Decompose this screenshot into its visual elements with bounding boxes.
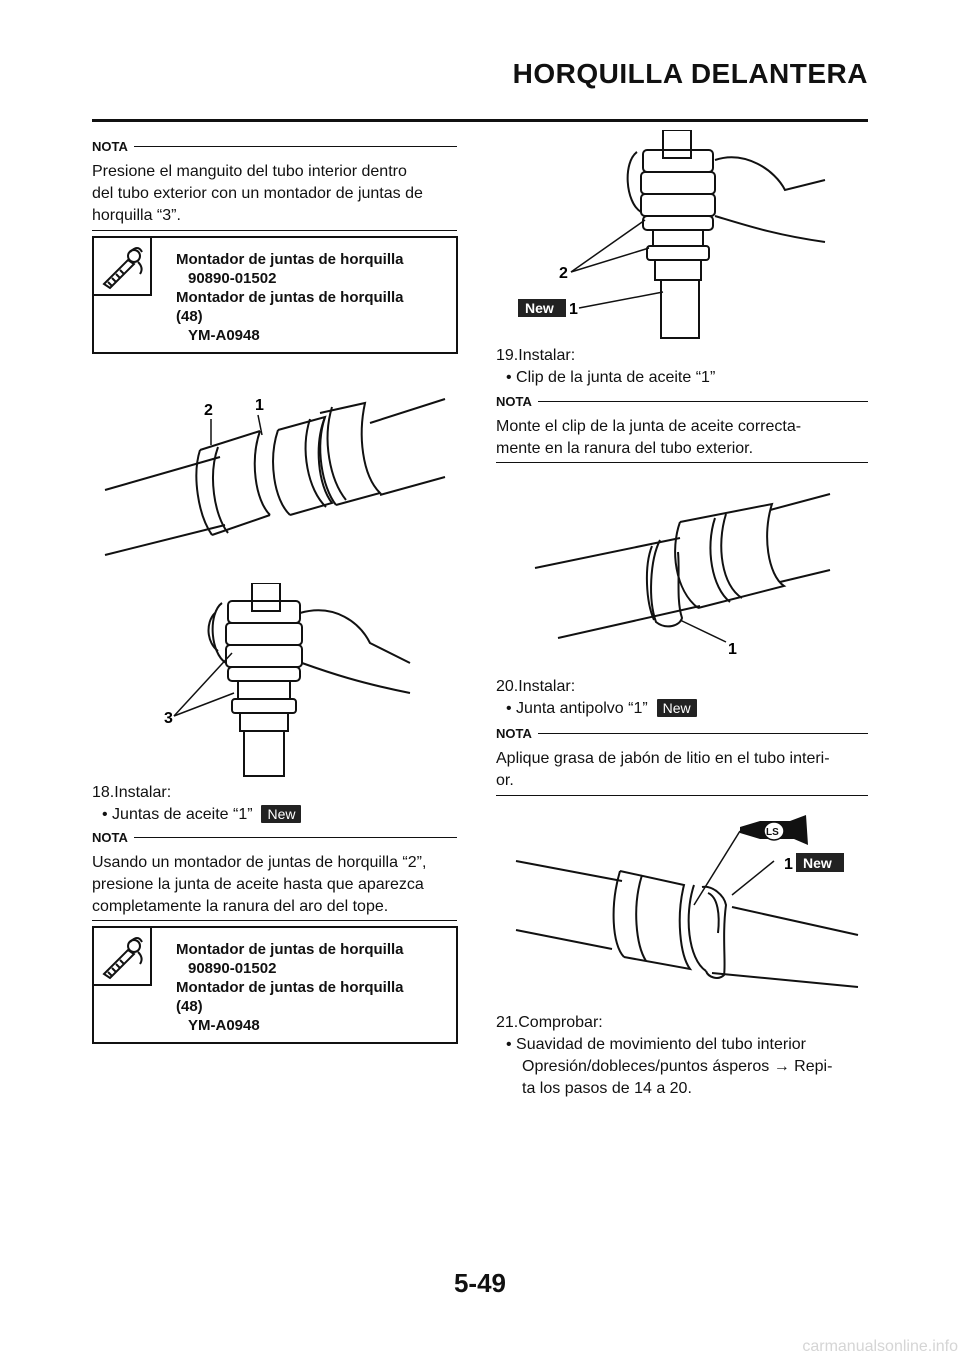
figure-oil-seal-on-tube (100, 385, 450, 575)
grease-tube-icon (740, 815, 808, 845)
special-tools-box (92, 926, 458, 1044)
page-title: HORQUILLA DELANTERA (512, 58, 868, 89)
new-part-badge: New (657, 699, 697, 717)
callout-1: 1 (569, 301, 578, 318)
page-number: 5-49 (453, 1268, 507, 1298)
tool-list: Montador de juntas de horquilla 90890-01502 Montador de juntas de horquilla (48) YM-A0948 (176, 941, 404, 1034)
fork-seal-driver-icon (94, 928, 150, 984)
special-tools-box (92, 236, 458, 354)
fork-seal-driver-icon (94, 238, 150, 294)
callout-2: 2 (559, 265, 568, 282)
figure-fork-seal-driver-hand (160, 583, 420, 778)
nota-heading: NOTA (92, 138, 457, 154)
nota-heading: NOTA (496, 393, 868, 409)
nota-heading: NOTA (496, 725, 868, 741)
nota-text: Monte el clip de la junta de aceite correcta- mente en la ranura del tubo exterior. (496, 418, 802, 457)
figure-driver-with-seal (515, 130, 835, 340)
tool-icon-cell (94, 238, 152, 296)
watermark: carmanualsonline.info (802, 1338, 958, 1355)
new-badge-text: New (803, 855, 832, 871)
callout-1: 1 (255, 397, 264, 414)
step-21: 21.Comprobar: • Suavidad de movimiento del tubo interior Opresión/dobleces/puntos ásperos → Repi- ta los pasos de 14 a 20. (496, 1014, 833, 1097)
figure-dust-seal-grease (512, 815, 862, 990)
nota-text: Aplique grasa de jabón de litio en el tubo interi- or. (496, 750, 830, 789)
callout-2: 2 (204, 402, 213, 419)
nota-heading: NOTA (92, 829, 457, 845)
new-part-badge: New (261, 805, 301, 823)
step-20: 20.Instalar: • Junta antipolvo “1” New (496, 676, 697, 720)
new-badge-text: New (525, 300, 554, 316)
step-19: 19.Instalar: • Clip de la junta de aceite “1” (496, 347, 716, 386)
nota-end-rule (92, 920, 457, 921)
nota-end-rule (496, 795, 868, 796)
tool-icon-cell (94, 928, 152, 986)
nota-end-rule (496, 462, 868, 463)
figure-oil-seal-clip (530, 490, 840, 660)
header-rule (92, 119, 868, 122)
callout-1: 1 (728, 641, 737, 658)
tool-list: Montador de juntas de horquilla 90890-01502 Montador de juntas de horquilla (48) YM-A0948 (176, 251, 404, 344)
nota-text: Usando un montador de juntas de horquilla “2”, presione la junta de aceite hasta que aparezca completamente la ranura del aro del tope. (92, 854, 427, 915)
callout-3: 3 (164, 710, 173, 727)
step-18: 18.Instalar: • Juntas de aceite “1” New (92, 782, 301, 826)
nota-text: Presione el manguito del tubo interior dentro del tubo exterior con un montador de juntas de horquilla “3”. (92, 163, 423, 224)
callout-1: 1 (784, 856, 793, 873)
nota-end-rule (92, 230, 457, 231)
grease-label: LS (766, 827, 779, 838)
